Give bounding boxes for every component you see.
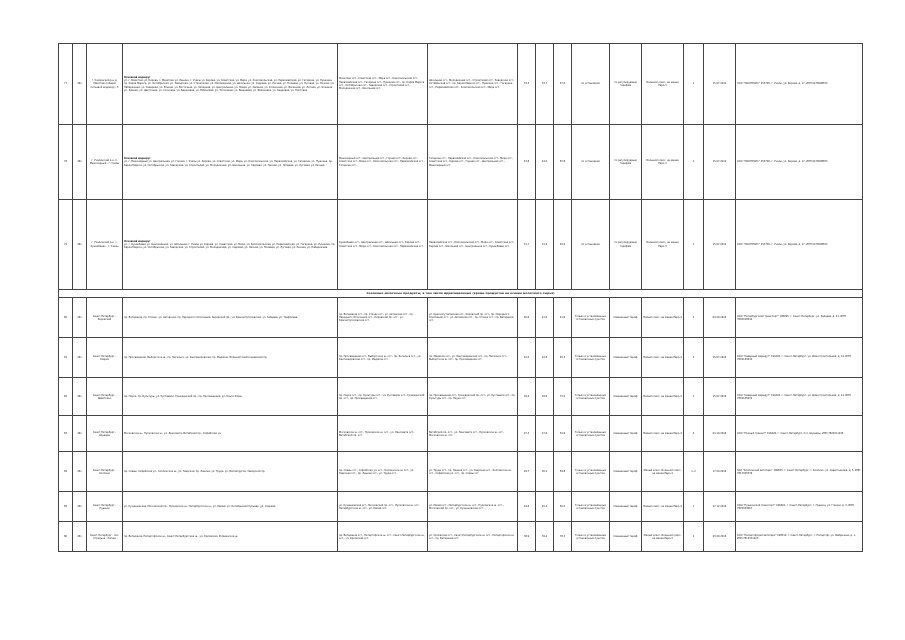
length-total: 59,8 [554, 452, 572, 492]
length-forward: 33,3 [518, 44, 536, 125]
start-date: 17.09.2016 [704, 452, 736, 492]
route-name: г. Учалинский р-н, п. Межозерный - г. Учалы [87, 125, 123, 200]
route-name: Санкт-Петербург - Кировский [87, 298, 123, 338]
stop-mode: Только в установленных остановочных пунктах [572, 452, 610, 492]
route-description [123, 452, 338, 492]
length-backward: 18,6 [536, 378, 554, 416]
length-total: 37,0 [554, 378, 572, 416]
stops-forward: Кунакбаево ост., Центральная ост., Школьная ост., Кирова ост., Советская ост., Мира ост., Комсомольская ост., Первомайская ост. [338, 200, 428, 290]
stops-backward: пр. Медиков ост., ул. Кантемировская ост., пр. Энгельса ост., Выборгское ш. ост., пр. Просвещения ост. [428, 338, 518, 378]
vehicle-count: 1 [684, 522, 704, 552]
route-text: Московское ш., Пулковское ш., ул. Ленсовета, Витебский пр., Софийская ул. [124, 432, 222, 436]
route-name: г. Учалинский р-н д. Мазитово (общий питьевой водовод) - 5 [87, 44, 123, 125]
vehicle-count: 1 [684, 125, 704, 200]
row-number: 86 [59, 522, 73, 552]
vehicle-count: 2 [684, 416, 704, 452]
vehicle-class: Малый класс, Большой класс, не менее Евро-4 [642, 522, 684, 552]
start-date: 15.07.2012 [704, 200, 736, 290]
route-description [123, 44, 338, 125]
table-row [59, 492, 863, 522]
table-row [59, 125, 863, 200]
table-row [59, 378, 863, 416]
length-backward: 31,9 [536, 200, 554, 290]
route-name: Санкт-Петербург - Девяткино [87, 378, 123, 416]
length-forward: 38,9 [518, 522, 536, 552]
stop-mode: по остановкам [572, 200, 610, 290]
vehicle-class: Малый класс, не менее Евро-4 [642, 492, 684, 522]
route-description [123, 125, 338, 200]
route-name: Санкт-Петербург - Озерки [87, 338, 123, 378]
route-title: Основной маршрут [124, 239, 151, 243]
length-total: 67,0 [554, 44, 572, 125]
route-code: 4Ро [73, 200, 87, 290]
carrier-info: ООО "УРАЛТРАНС" 453700, г. Учалы, ул. Кирова, д. 17, ИНН 0270008874 [736, 44, 863, 125]
tariff-type: Смешанный тариф [610, 338, 642, 378]
length-backward: 44,0 [536, 125, 554, 200]
start-date: 23.09.2016 [704, 522, 736, 552]
carrier-info: ООО "Северный маршрут" 194292, г. Санкт-Петербург, ул. Домостроительная, д. 14, ИНН 7802145632 [736, 338, 863, 378]
route-name: Санкт-Петербург - Пушкин [87, 492, 123, 522]
route-code: 4Ро [73, 125, 87, 200]
length-total: 41,6 [554, 298, 572, 338]
route-text: пр. Ветеранов, Петергофское ш., Санкт-Петербургское ш., ул. Орловская, Ропшинское ш. [124, 535, 239, 539]
carrier-info: ООО "Северный маршрут" 194292, г. Санкт-Петербург, ул. Домостроительная, д. 14, ИНН 7802145632 [736, 378, 863, 416]
length-total: 87,8 [554, 125, 572, 200]
length-backward: 25,2 [536, 492, 554, 522]
stops-backward: пр. Просвещения ост., Гражданский пр. ост., ул. Руставели ост., пр. Культуры ост., пр. Науки ост. [428, 378, 518, 416]
tariff-type: по регулируемым тарифам [610, 125, 642, 200]
route-code: 4Ро [73, 492, 87, 522]
length-total: 50,0 [554, 492, 572, 522]
stop-mode: Только в установленных остановочных пунктах [572, 338, 610, 378]
stops-forward: пр. Ветеранов ост., Петергофское ш. ост., Санкт-Петербургское ш. ост., ул. Орловская ост. [338, 522, 428, 552]
carrier-info: ООО "Южный транзит" 196626, г. Санкт-Петербург, пос. Шушары, ИНН 7820311245 [736, 416, 863, 452]
route-description [123, 200, 338, 290]
stops-forward: ул. Кузнецовская ост., Московский пр. ост., Пулковское ш. ост., Петербургское ш. ост., ул. Малая ост. [338, 492, 428, 522]
route-code: 4Ро [73, 378, 87, 416]
start-date: 04.10.2016 [704, 416, 736, 452]
stop-mode: Только в установленных остановочных пунктах [572, 522, 610, 552]
route-code: 4Ро [73, 416, 87, 452]
stop-mode: Только в установленных остановочных пунктах [572, 298, 610, 338]
stops-backward: Витебский пр. ост., ул. Ленсовета ост., Пулковское ш. ост., Московское ш. ост. [428, 416, 518, 452]
tariff-type: по регулируемым тарифам [610, 200, 642, 290]
vehicle-class: Малый класс, не менее Евро-4 [642, 416, 684, 452]
start-date: 15.07.2016 [704, 378, 736, 416]
table-row [59, 416, 863, 452]
stop-mode: Только в установленных остановочных пунктах [572, 492, 610, 522]
length-backward: 33,7 [536, 44, 554, 125]
vehicle-count: 2 [684, 298, 704, 338]
length-backward: 27,6 [536, 416, 554, 452]
length-forward: 24,8 [518, 492, 536, 522]
start-date: 15.07.2012 [704, 125, 736, 200]
table-row [59, 44, 863, 125]
vehicle-count: 1 [684, 492, 704, 522]
length-forward: 18,4 [518, 378, 536, 416]
stops-backward: ул. Труда ост., пр. Ленина ост., ул. Тверская ост., Колпинское ш. ост., Софийская ул. ост., пр. Славы ост. [428, 452, 518, 492]
start-date: 15.07.2012 [704, 44, 736, 125]
row-number: 82 [59, 378, 73, 416]
route-name: Санкт-Петербург - Колпино [87, 452, 123, 492]
vehicle-class: Большой класс, не менее Евро-3 [642, 200, 684, 290]
route-code: 4Ро [73, 44, 87, 125]
start-date: 27.12.2016 [704, 492, 736, 522]
table-row [59, 338, 863, 378]
route-description [123, 378, 338, 416]
length-total: 63,6 [554, 200, 572, 290]
length-forward: 22,5 [518, 338, 536, 378]
vehicle-class: Большой класс, не менее Евро-3 [642, 125, 684, 200]
carrier-info: ООО "Петербургский транспорт" 198095, г. Санкт-Петербург, ул. Зайцева, д. 41, ИНН 7805018542 [736, 298, 863, 338]
vehicle-count: 1 [684, 44, 704, 125]
row-number: 85 [59, 492, 73, 522]
length-forward: 43,8 [518, 125, 536, 200]
table-row [59, 452, 863, 492]
length-backward: 21,0 [536, 298, 554, 338]
row-number: 79 [59, 200, 73, 290]
stops-backward: ул. Орловская ост., Санкт-Петербургское ш. ост., Петергофское ш. ост., пр. Ветеранов ост. [428, 522, 518, 552]
route-description [123, 492, 338, 522]
tariff-type: Смешанный тариф [610, 298, 642, 338]
stops-backward: Первомайская ост., Комсомольская ост., Мира ост., Советская ост., Кирова ост., Школьная ост., Центральная ост., Кунакбаево ост. [428, 200, 518, 290]
stops-forward: пр. Ветеранов ост., пр. Стачек ост., ул. Автовская ост., пр. Народного Ополчения ост., Кировский пр. ост., ул. Краснопутиловская ост. [338, 298, 428, 338]
vehicle-class: Малый класс, не менее Евро-4 [642, 378, 684, 416]
route-code: 4Ро [73, 452, 87, 492]
table-row [59, 298, 863, 338]
route-description [123, 298, 338, 338]
tariff-type: Смешанный тариф [610, 378, 642, 416]
route-title: Основной маршрут [124, 75, 151, 79]
stops-backward: ул. Малая ост., Петербургское ш. ост., Пулковское ш. ост., Московский пр. ост., ул. Кузнецовская ост. [428, 492, 518, 522]
route-title: Основной маршрут [124, 157, 151, 161]
row-number: 84 [59, 452, 73, 492]
route-text: ул. г. Мазитово ул. Кирова, г. Мазитово ул. Ленина, г. Учалы ул. Кирова, ул. Советская, ул. Мира, ул. Комсомольская, ул. Первомайская, ул. Гагарина, ул. Пушкина, пр. Карла Маркса, ул. Октябрьская, ул. Заводская, ул. Строителей, ул. Молодежная, ул. Школьная, ул. Садовая, ул. Лесная, ул. Полевая, ул. Луговая, ул. Речная, ул. Набережная, ул. Северная, ул. Южная, ул. Восточная, ул. Западная, ул. Центральная, ул. Новая, ул. Зеленая, ул. Солнечная, ул. Весенняя, ул. Летняя, ул. Осенняя, ул. Зимняя, ул. Цветочная, ул. Сосновая, ул. Березовая, ул. Рябиновая, ул. Тополиная, ул. Вишневая, ул. Яблоневая, ул. Кедровая, ул. Пихтовая. [124, 79, 335, 92]
vehicle-count: 1, 2 [684, 452, 704, 492]
tariff-type: по регулируемым тарифам [610, 44, 642, 125]
route-text: пр. Ветеранов, пр. Стачек, ул. Автовская, пр. Народного Ополчения, Кировский пр., ул. Краснопутиловская, ул. Зайцева, ул. Трефолева. [124, 316, 299, 320]
length-total: 54,9 [554, 416, 572, 452]
length-backward: 39,4 [536, 522, 554, 552]
stops-backward: Гагарина ост., Первомайская ост., Комсомольская ост., Мира ост., Советская ост., Кирова ост., Горная ост., Центральная ост., Межозерный ост. [428, 125, 518, 200]
vehicle-count: 1 [684, 378, 704, 416]
stops-forward: пр. Науки ост., пр. Культуры ост., ул. Руставели ост., Гражданский пр. ост., пр. Просвещения ост. [338, 378, 428, 416]
route-code: 4Ро [73, 338, 87, 378]
carrier-info: ООО "УРАЛТРАНС" 453700, г. Учалы, ул. Кирова, д. 17, ИНН 0270008874 [736, 125, 863, 200]
vehicle-class: Малый класс, не менее Евро-4 [642, 298, 684, 338]
length-total: 45,3 [554, 338, 572, 378]
stops-forward: Межозерный ост., Центральная ост., Горная ост., Кирова ост., Советская ост., Мира ост., Комсомольская ост., Первомайская ост., Гагарина ост. [338, 125, 428, 200]
table-row [59, 200, 863, 290]
route-code: 4Ро [73, 522, 87, 552]
stops-forward: пр. Просвещения ост., Выборгское ш. ост., пр. Энгельса ост., ул. Кантемировская ост., пр. Медиков ост. [338, 338, 428, 378]
stop-mode: Только в установленных остановочных пунктах [572, 378, 610, 416]
start-date: 03.09.2016 [704, 298, 736, 338]
vehicle-class: Малый класс, не менее Евро-4 [642, 338, 684, 378]
length-total: 78,3 [554, 522, 572, 552]
stops-forward: Мазитово ост., Советская ост., Мира ост., Комсомольская ост., Первомайская ост., Гагарина ост., Пушкина ост., пр. Карла Маркса ост., Октябрьская ост., Заводская ост., Строителей ост., Молодежная ост., Школьная ост. [338, 44, 428, 125]
route-text: ул. Кузнецовская, Московский пр., Пулковское ш., Петербургское ш., ул. Малая, ул. Октябрьский бульвар, ул. Садовая. [124, 505, 277, 509]
carrier-info: ООО "Петергофский автопарк" 198510, г. Санкт-Петербург, г. Петергоф, ул. Фабричная, д. 1, ИНН 7819311423 [736, 522, 863, 552]
row-number: 83 [59, 416, 73, 452]
stops-forward: Московское ш. ост., Пулковское ш. ост., ул. Ленсовета ост., Витебский пр. ост. [338, 416, 428, 452]
row-number: 78 [59, 125, 73, 200]
length-forward: 27,3 [518, 416, 536, 452]
route-registry-table [58, 43, 863, 552]
length-forward: 29,7 [518, 452, 536, 492]
length-backward: 30,1 [536, 452, 554, 492]
stops-backward: ул. Краснопутиловская ост., Кировский пр. ост., пр. Народного Ополчения ост., ул. Автовская ост., пр. Стачек ост., пр. Ветеранов ост. [428, 298, 518, 338]
start-date: 15.07.2016 [704, 338, 736, 378]
route-description [123, 416, 338, 452]
route-description [123, 338, 338, 378]
stop-mode: по остановкам [572, 44, 610, 125]
section-title: Сезонные молочные продукты, в том числе ирригационные (кроме продуктов на основе молочного сырья) [59, 290, 863, 298]
stop-mode: Только в установленных остановочных пунктах [572, 416, 610, 452]
route-text: ул. г. Межозерный ул. Центральная, ул. Горная, г. Учалы ул. Кирова, ул. Советская, ул. Мира, ул. Комсомольская, ул. Первомайская, ул. Гагарина, ул. Пушкина, пр. Карла Маркса, ул. Октябрьская, ул. Заводская, ул. Строителей, ул. Молодежная, ул. Школьная, ул. Садовая, ул. Лесная, ул. Полевая, ул. Луговая, ул. Речная. [124, 160, 333, 167]
route-text: пр. Просвещения, Выборгское ш., пр. Энгельса, ул. Кантемировская, пр. Медиков, Большой Сампсониевский пр. [124, 356, 268, 360]
section-row [59, 290, 863, 298]
route-description [123, 522, 338, 552]
stop-mode: по остановкам [572, 125, 610, 200]
vehicle-class: Малый класс, Большой класс, не менее Евро-4 [642, 452, 684, 492]
tariff-type: Смешанный тариф [610, 522, 642, 552]
vehicle-class: Большой класс, не менее Евро-3 [642, 44, 684, 125]
carrier-info: ООО "УРАЛТРАНС" 453700, г. Учалы, ул. Кирова, д. 17, ИНН 0270008874 [736, 200, 863, 290]
stops-forward: пр. Славы ост., Софийская ул. ост., Колпинское ш. ост., ул. Тверская ост., пр. Ленина ост., ул. Труда ост. [338, 452, 428, 492]
route-text: пр. Науки, пр. Культуры, ул. Руставели, Гражданский пр., пр. Просвещения, ул. Ольги Форш. [124, 395, 243, 399]
length-forward: 20,6 [518, 298, 536, 338]
route-text: ул. с. Кунакбаево ул. Центральная, ул. Школьная, г. Учалы ул. Кирова, ул. Советская, ул. Мира, ул. Комсомольская, ул. Первомайская, ул. Гагарина, ул. Пушкина, пр. Карла Маркса, ул. Октябрьская, ул. Заводская, ул. Строителей, ул. Молодежная, ул. Садовая, ул. Лесная, ул. Полевая, ул. Луговая, ул. Речная, ул. Набережная. [124, 242, 336, 250]
length-backward: 22,8 [536, 338, 554, 378]
tariff-type: Смешанный тариф [610, 416, 642, 452]
route-text: пр. Славы, Софийская ул., Колпинское ш., ул. Тверская, пр. Ленина, ул. Труда, ул. Металлургов, Заводской пр. [124, 470, 266, 474]
route-name: Санкт-Петербург - пос. Стрельна - Ропша [87, 522, 123, 552]
row-number: 81 [59, 338, 73, 378]
route-name: г. Учалинский р-н, с. Кунакбаево - г. Учалы [87, 200, 123, 290]
table-row [59, 522, 863, 552]
carrier-info: ЗАО "Колпинский автопарк" 196655, г. Санкт-Петербург, г. Колпино, ул. Севастьянова, д. 5, ИНН 7817025536 [736, 452, 863, 492]
vehicle-count: 1 [684, 338, 704, 378]
vehicle-count: 1 [684, 200, 704, 290]
stops-backward: Школьная ост., Молодежная ост., Строителей ост., Заводская ост., Октябрьская ост., пр. Карла Маркса ост., Пушкина ост., Гагарина ост., Первомайская ост., Комсомольская ост., Мира ост. [428, 44, 518, 125]
row-number: 77 [59, 44, 73, 125]
carrier-info: ООО "Пушкинский транспорт" 196601, г. Санкт-Петербург, г. Пушкин, ул. Глинки, д. 3, ИНН 7820034567 [736, 492, 863, 522]
tariff-type: Смешанный тариф [610, 492, 642, 522]
tariff-type: Смешанный тариф [610, 452, 642, 492]
route-name: Санкт-Петербург - Шушары [87, 416, 123, 452]
row-number: 80 [59, 298, 73, 338]
route-code: 4Ро [73, 298, 87, 338]
length-forward: 31,7 [518, 200, 536, 290]
